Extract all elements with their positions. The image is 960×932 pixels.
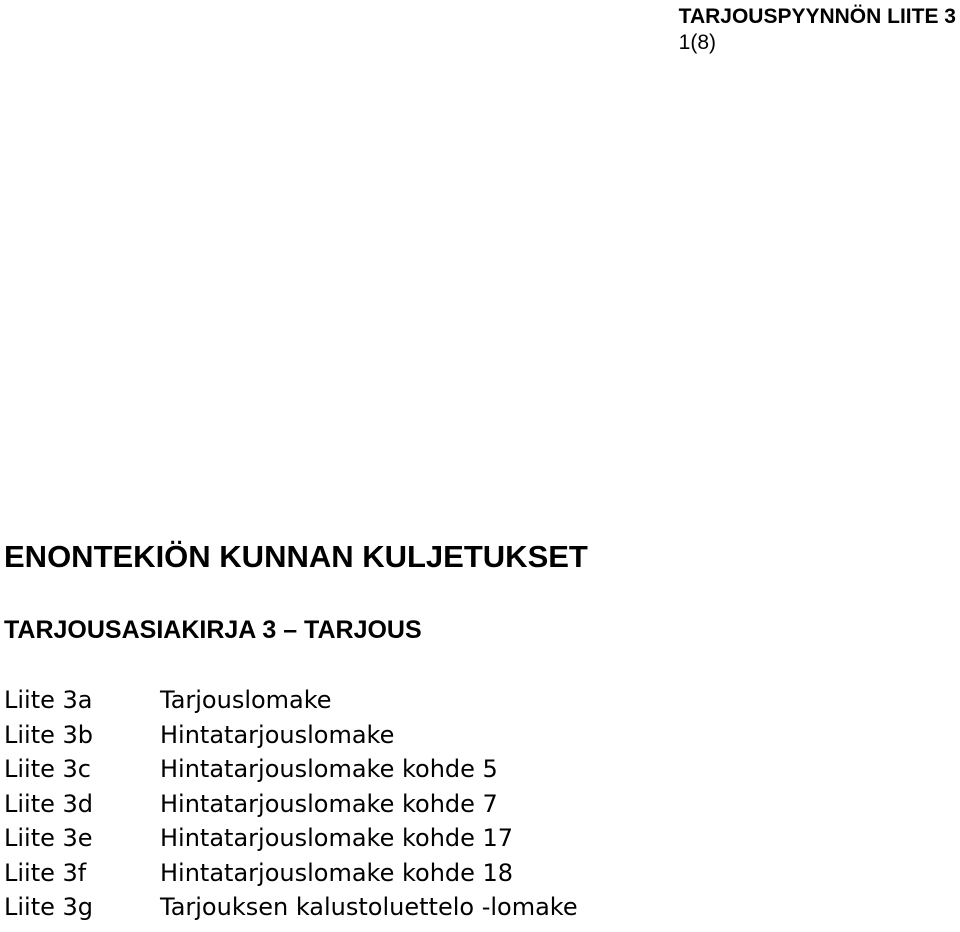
attachment-code: Liite 3g xyxy=(4,893,94,921)
attachment-code: Liite 3f xyxy=(4,858,87,887)
attachment-item xyxy=(4,718,578,753)
document-subtitle: TARJOUSASIAKIRJA 3 – TARJOUS xyxy=(4,616,422,644)
attachment-description: Hintatarjouslomake kohde 7 xyxy=(160,789,498,818)
attachment-list xyxy=(4,683,578,925)
attachment-description: Hintatarjouslomake kohde 18 xyxy=(160,858,514,887)
attachment-description: Hintatarjouslomake kohde 5 xyxy=(160,755,498,783)
attachment-code: Liite 3d xyxy=(4,789,94,818)
page-header xyxy=(679,4,956,56)
attachment-code: Liite 3b xyxy=(4,720,94,749)
attachment-item xyxy=(4,787,578,822)
attachment-description: Tarjouslomake xyxy=(160,686,332,714)
document-title: ENONTEKIÖN KUNNAN KULJETUKSET xyxy=(4,539,588,574)
page-number: 1(8) xyxy=(678,31,717,54)
attachment-description: Hintatarjouslomake xyxy=(160,720,395,749)
attachment-item xyxy=(4,683,578,718)
attachment-item xyxy=(4,856,578,891)
attachment-item xyxy=(4,890,578,925)
header-title: TARJOUSPYYNNÖN LIITE 3 xyxy=(678,5,956,28)
attachment-code: Liite 3e xyxy=(4,824,93,852)
attachment-description: Tarjouksen kalustoluettelo -lomake xyxy=(160,893,578,921)
attachment-item xyxy=(4,752,578,787)
attachment-item xyxy=(4,821,578,856)
attachment-code: Liite 3c xyxy=(4,755,91,783)
attachment-code: Liite 3a xyxy=(4,686,93,714)
attachment-description: Hintatarjouslomake kohde 17 xyxy=(160,824,514,852)
